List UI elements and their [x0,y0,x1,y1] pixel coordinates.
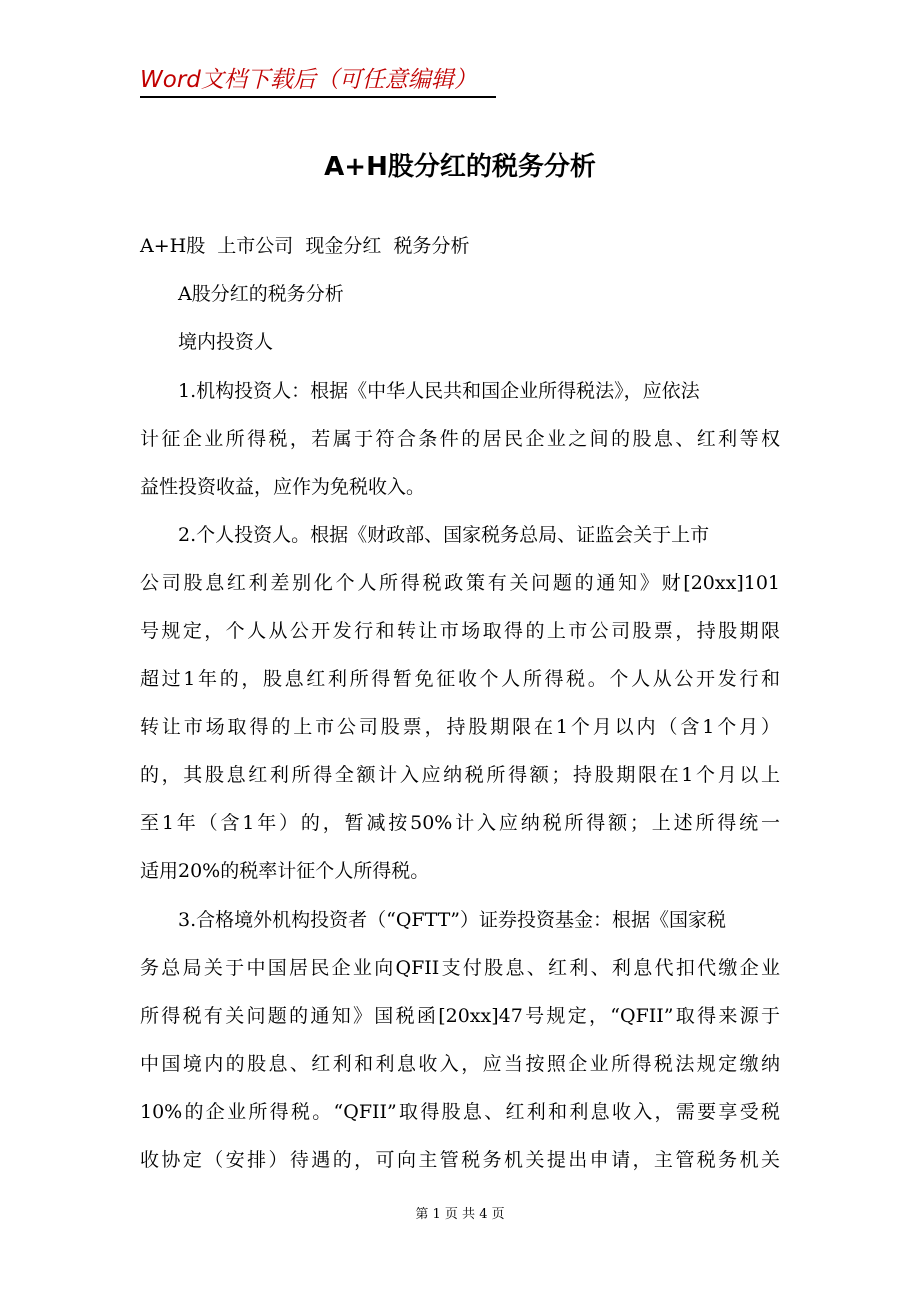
document-title: A+H股分红的税务分析 [324,152,596,182]
paragraph-3-line-4: 中国境内的股息、红利和利息收入，应当按照企业所得税法规定缴纳 [140,1053,780,1075]
paragraph-3-line-6: 收协定（安排）待遇的，可向主管税务机关提出申请，主管税务机关 [140,1149,780,1171]
paragraph-3-line-2: 务总局关于中国居民企业向QFII支付股息、红利、利息代扣代缴企业 [140,957,780,979]
paragraph-2-line-5: 转让市场取得的上市公司股票，持股期限在1个月以内（含1个月） [140,716,780,738]
paragraph-3-line-5: 10%的企业所得税。“QFII”取得股息、红利和利息收入，需要享受税 [140,1101,780,1123]
header-text: Word文档下载后（可任意编辑） [140,67,477,93]
page-footer: 第 1 页 共 4 页 [415,1207,505,1222]
paragraph-2-line-8: 适用20%的税率计征个人所得税。 [140,860,430,882]
keywords-line: A+H股 上市公司 现金分红 税务分析 [140,235,470,257]
paragraph-2-line-6: 的，其股息红利所得全额计入应纳税所得额；持股期限在1个月以上 [140,764,780,786]
paragraph-2-line-3: 号规定，个人从公开发行和转让市场取得的上市公司股票，持股期限 [140,620,780,642]
paragraph-2-line-2: 公司股息红利差别化个人所得税政策有关问题的通知》财[20xx]101 [140,572,780,594]
paragraph-1-line-3: 益性投资收益，应作为免税收入。 [140,476,426,498]
paragraph-3-line-3: 所得税有关问题的通知》国税函[20xx]47号规定，“QFII”取得来源于 [140,1005,780,1027]
paragraph-3-line-1: 3.合格境外机构投资者（“QFTT”）证券投资基金：根据《国家税 [178,909,727,931]
paragraph-2-line-7: 至1年（含1年）的，暂减按50%计入应纳税所得额；上述所得统一 [140,812,780,834]
document-header [140,62,496,98]
subsection-heading: 境内投资人 [178,331,274,353]
section-heading: A股分红的税务分析 [178,283,344,305]
paragraph-1-line-2: 计征企业所得税，若属于符合条件的居民企业之间的股息、红利等权 [140,428,780,450]
paragraph-2-line-4: 超过1年的，股息红利所得暂免征收个人所得税。个人从公开发行和 [140,668,780,690]
paragraph-2-line-1: 2.个人投资人。根据《财政部、国家税务总局、证监会关于上市 [178,524,710,546]
paragraph-1-line-1: 1.机构投资人：根据《中华人民共和国企业所得税法》，应依法 [178,380,700,402]
